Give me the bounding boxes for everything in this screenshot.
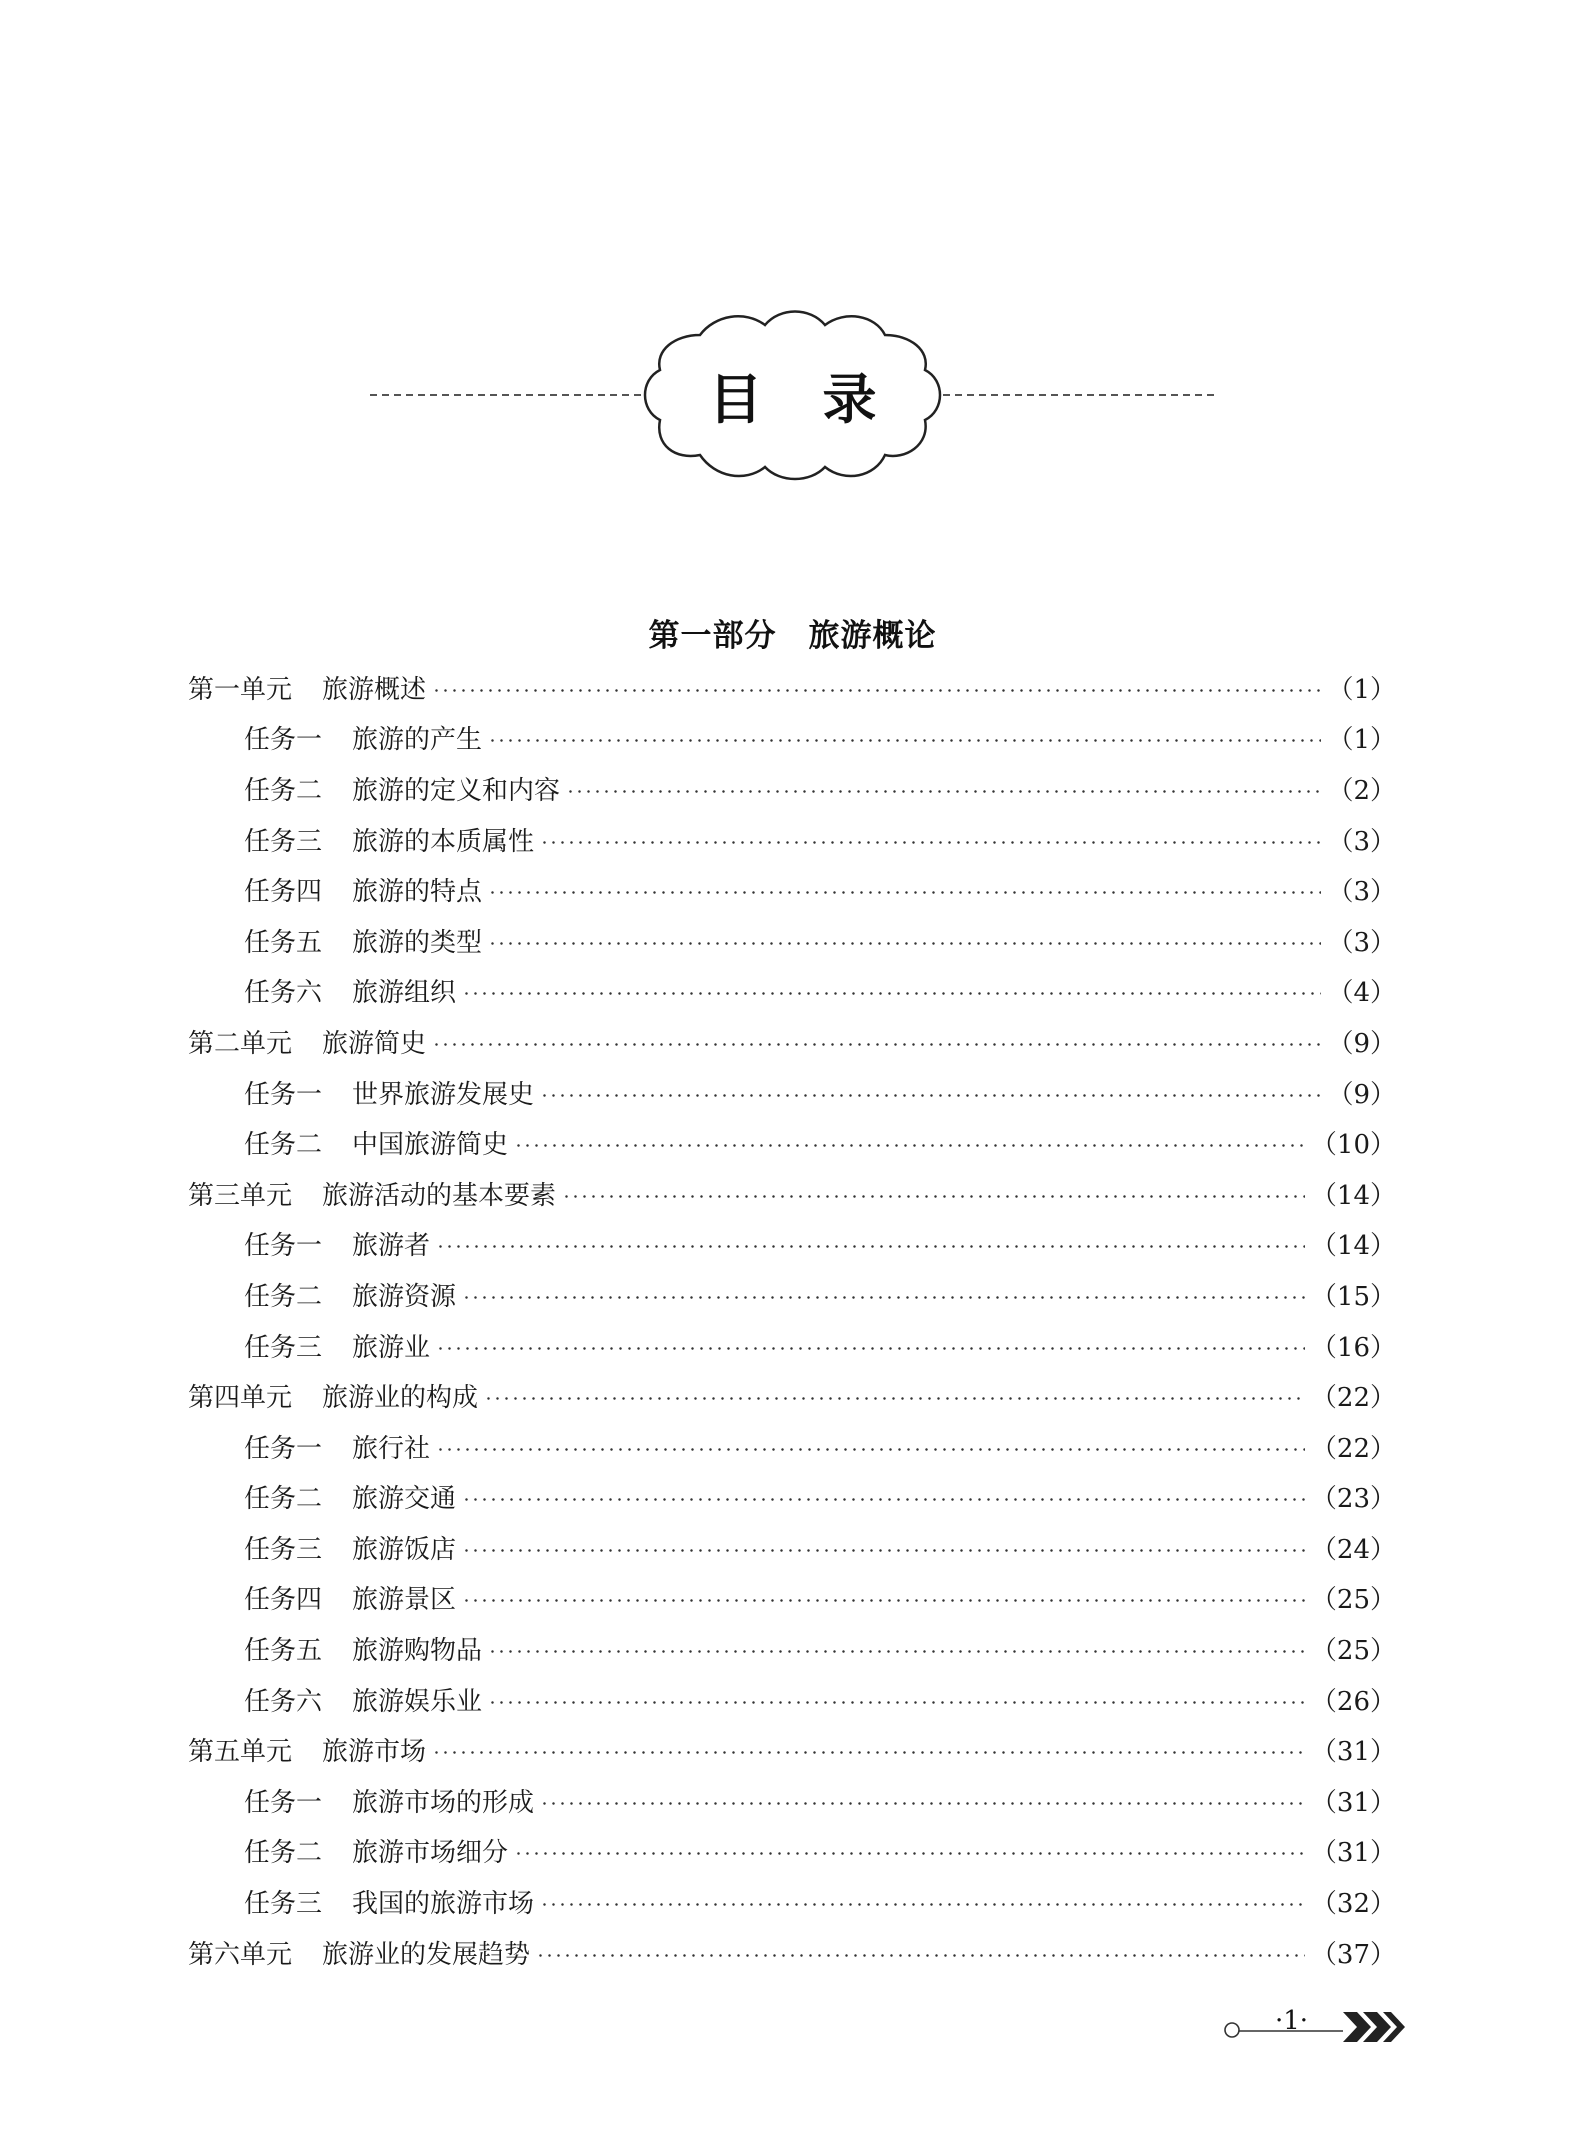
toc-page-number: （16） — [1310, 1332, 1396, 1363]
toc-unit-row[interactable] — [188, 1016, 1396, 1067]
toc-task-row[interactable] — [188, 814, 1396, 865]
toc-entry-title: 旅游景区 — [352, 1585, 457, 1616]
toc-unit-row[interactable] — [188, 1927, 1396, 1978]
toc-entry-title: 旅游的产生 — [352, 725, 483, 756]
toc-leader-dots — [462, 1549, 1305, 1552]
toc-page-number: （26） — [1310, 1686, 1396, 1717]
toc-leader-dots — [462, 992, 1321, 995]
toc-entry-number: 第四单元 — [188, 1383, 293, 1414]
toc-entry-number: 任务一 — [244, 1433, 323, 1464]
page-footer — [1215, 2000, 1405, 2050]
toc-entry-label — [244, 1124, 508, 1161]
toc-entry-label — [244, 871, 482, 908]
toc-entry-title: 旅游资源 — [352, 1281, 457, 1312]
toc-entry-title: 世界旅游发展史 — [352, 1079, 535, 1110]
toc-entry-number: 任务一 — [244, 1787, 323, 1818]
toc-entry-number: 任务五 — [244, 1636, 323, 1667]
toc-page-number: （14） — [1310, 1180, 1396, 1211]
toc-task-row[interactable] — [188, 1067, 1396, 1118]
toc-task-row[interactable] — [188, 1320, 1396, 1371]
toc-page-number: （2） — [1327, 775, 1396, 806]
toc-entry-label — [244, 1428, 430, 1465]
toc-entry-number: 任务三 — [244, 1534, 323, 1565]
toc-entry-label — [188, 1175, 556, 1212]
toc-entry-label — [244, 922, 482, 959]
toc-entry-label — [244, 1681, 482, 1718]
toc-task-row[interactable] — [188, 864, 1396, 915]
toc-leader-dots — [488, 891, 1321, 894]
toc-entry-number: 任务六 — [244, 1686, 323, 1717]
toc-leader-dots — [540, 1094, 1321, 1097]
toc-task-row[interactable] — [188, 1775, 1396, 1826]
part-heading: 第一部分 旅游概论 — [648, 618, 937, 654]
toc-entry-number: 任务二 — [244, 1838, 323, 1869]
toc-entry-number: 第五单元 — [188, 1737, 293, 1768]
toc-task-row[interactable] — [188, 1623, 1396, 1674]
toc-entry-title: 旅游市场 — [322, 1737, 427, 1768]
toc-page-number: （24） — [1310, 1534, 1396, 1565]
toc-entry-label — [244, 972, 456, 1009]
toc-leader-dots — [488, 1650, 1305, 1653]
toc-entry-number: 任务四 — [244, 877, 323, 908]
toc-entry-number: 任务二 — [244, 775, 323, 806]
toc-task-row[interactable] — [188, 1876, 1396, 1927]
toc-page-number: （32） — [1310, 1889, 1396, 1920]
toc-entry-title: 旅游者 — [352, 1231, 431, 1262]
toc-entry-title: 旅游的特点 — [352, 877, 483, 908]
toc-entry-label — [188, 1023, 426, 1060]
toc-unit-row[interactable] — [188, 1168, 1396, 1219]
toc-leader-dots — [566, 790, 1321, 793]
toc-page-number: （22） — [1310, 1433, 1396, 1464]
toc-entry-label — [188, 1731, 426, 1768]
toc-entry-label — [244, 1579, 456, 1616]
toc-leader-dots — [514, 1144, 1305, 1147]
toc-entry-number: 任务三 — [244, 826, 323, 857]
toc-leader-dots — [488, 942, 1321, 945]
toc-leader-dots — [432, 689, 1321, 692]
toc-task-row[interactable] — [188, 763, 1396, 814]
toc-page-number: （3） — [1327, 927, 1396, 958]
toc-task-row[interactable] — [188, 1573, 1396, 1624]
toc-entry-title: 我国的旅游市场 — [352, 1889, 535, 1920]
toc-entry-label — [244, 1782, 534, 1819]
toc-page-number: （25） — [1310, 1636, 1396, 1667]
toc-unit-row[interactable] — [188, 1370, 1396, 1421]
toc-leader-dots — [540, 1903, 1305, 1906]
toc-leader-dots — [484, 1397, 1305, 1400]
toc-entry-number: 任务二 — [244, 1484, 323, 1515]
toc-leader-dots — [436, 1448, 1305, 1451]
footer-decoration-icon — [1215, 2000, 1405, 2050]
toc-entry-label — [244, 1630, 482, 1667]
toc-leader-dots — [462, 1296, 1305, 1299]
toc-entry-label — [244, 770, 560, 807]
toc-entry-title: 旅游购物品 — [352, 1636, 483, 1667]
toc-page-number: （9） — [1327, 1079, 1396, 1110]
toc-entry-title: 旅游活动的基本要素 — [322, 1180, 557, 1211]
table-of-contents — [188, 662, 1396, 1977]
toc-entry-number: 任务一 — [244, 1079, 323, 1110]
toc-task-row[interactable] — [188, 966, 1396, 1017]
page-number: ·1· — [1275, 2006, 1309, 2036]
toc-entry-label — [188, 1934, 530, 1971]
toc-page-number: （4） — [1327, 978, 1396, 1009]
toc-title-banner — [370, 305, 1215, 485]
toc-entry-title: 中国旅游简史 — [352, 1130, 509, 1161]
toc-task-row[interactable] — [188, 713, 1396, 764]
toc-task-row[interactable] — [188, 1219, 1396, 1270]
toc-page-number: （9） — [1327, 1028, 1396, 1059]
toc-entry-title: 旅游的本质属性 — [352, 826, 535, 857]
toc-entry-label — [244, 1225, 430, 1262]
toc-task-row[interactable] — [188, 1421, 1396, 1472]
toc-unit-row[interactable] — [188, 1724, 1396, 1775]
toc-entry-label — [244, 1074, 534, 1111]
toc-task-row[interactable] — [188, 1472, 1396, 1523]
toc-entry-number: 第三单元 — [188, 1180, 293, 1211]
toc-page-number: （31） — [1310, 1787, 1396, 1818]
toc-page-number: （31） — [1310, 1737, 1396, 1768]
toc-entry-title: 旅游饭店 — [352, 1534, 457, 1565]
toc-entry-number: 任务二 — [244, 1130, 323, 1161]
toc-entry-number: 任务一 — [244, 1231, 323, 1262]
toc-page-number: （23） — [1310, 1484, 1396, 1515]
toc-task-row[interactable] — [188, 1674, 1396, 1725]
toc-page-number: （1） — [1327, 674, 1396, 705]
toc-entry-label — [244, 1276, 456, 1313]
toc-entry-title: 旅游的定义和内容 — [352, 775, 561, 806]
toc-entry-number: 第六单元 — [188, 1939, 293, 1970]
toc-page-number: （14） — [1310, 1231, 1396, 1262]
toc-entry-title: 旅游简史 — [322, 1028, 427, 1059]
toc-leader-dots — [432, 1751, 1305, 1754]
toc-leader-dots — [488, 1701, 1305, 1704]
toc-entry-label — [244, 1478, 456, 1515]
toc-entry-number: 任务五 — [244, 927, 323, 958]
toc-leader-dots — [436, 1245, 1305, 1248]
toc-entry-title: 旅游交通 — [352, 1484, 457, 1515]
toc-entry-title: 旅行社 — [352, 1433, 431, 1464]
toc-leader-dots — [432, 1043, 1321, 1046]
toc-page-number: （3） — [1327, 826, 1396, 857]
toc-leader-dots — [462, 1599, 1305, 1602]
toc-leader-dots — [540, 841, 1321, 844]
toc-page-number: （22） — [1310, 1383, 1396, 1414]
toc-leader-dots — [436, 1347, 1305, 1350]
toc-entry-label — [188, 1377, 478, 1414]
toc-entry-number: 任务三 — [244, 1332, 323, 1363]
toc-entry-title: 旅游业的发展趋势 — [322, 1939, 531, 1970]
toc-entry-number: 第二单元 — [188, 1028, 293, 1059]
toc-leader-dots — [514, 1852, 1305, 1855]
toc-entry-title: 旅游概述 — [322, 674, 427, 705]
toc-task-row[interactable] — [188, 1117, 1396, 1168]
toc-entry-label — [244, 821, 534, 858]
toc-entry-number: 任务四 — [244, 1585, 323, 1616]
toc-page-number: （37） — [1310, 1939, 1396, 1970]
toc-entry-number: 第一单元 — [188, 674, 293, 705]
toc-page-number: （3） — [1327, 877, 1396, 908]
toc-entry-title: 旅游的类型 — [352, 927, 483, 958]
toc-page-number: （10） — [1310, 1130, 1396, 1161]
toc-task-row[interactable] — [188, 1269, 1396, 1320]
toc-entry-title: 旅游业 — [352, 1332, 431, 1363]
toc-entry-number: 任务三 — [244, 1889, 323, 1920]
toc-page-number: （31） — [1310, 1838, 1396, 1869]
page-title: 目录 — [708, 367, 937, 431]
toc-page-number: （15） — [1310, 1281, 1396, 1312]
toc-entry-number: 任务六 — [244, 978, 323, 1009]
toc-leader-dots — [488, 739, 1321, 742]
toc-page-number: （25） — [1310, 1585, 1396, 1616]
toc-entry-label — [244, 1832, 508, 1869]
toc-task-row[interactable] — [188, 915, 1396, 966]
toc-entry-label — [244, 1327, 430, 1364]
toc-entry-title: 旅游业的构成 — [322, 1383, 479, 1414]
toc-task-row[interactable] — [188, 1522, 1396, 1573]
toc-unit-row[interactable] — [188, 662, 1396, 713]
toc-leader-dots — [562, 1195, 1305, 1198]
toc-entry-title: 旅游市场细分 — [352, 1838, 509, 1869]
toc-entry-title: 旅游市场的形成 — [352, 1787, 535, 1818]
toc-task-row[interactable] — [188, 1826, 1396, 1877]
toc-entry-number: 任务二 — [244, 1281, 323, 1312]
toc-entry-number: 任务一 — [244, 725, 323, 756]
toc-entry-label — [244, 719, 482, 756]
toc-leader-dots — [462, 1498, 1305, 1501]
toc-page-number: （1） — [1327, 725, 1396, 756]
toc-entry-title: 旅游娱乐业 — [352, 1686, 483, 1717]
toc-entry-label — [244, 1883, 534, 1920]
toc-entry-label — [188, 669, 426, 706]
toc-leader-dots — [536, 1954, 1305, 1957]
toc-leader-dots — [540, 1802, 1305, 1805]
toc-entry-label — [244, 1529, 456, 1566]
toc-entry-title: 旅游组织 — [352, 978, 457, 1009]
